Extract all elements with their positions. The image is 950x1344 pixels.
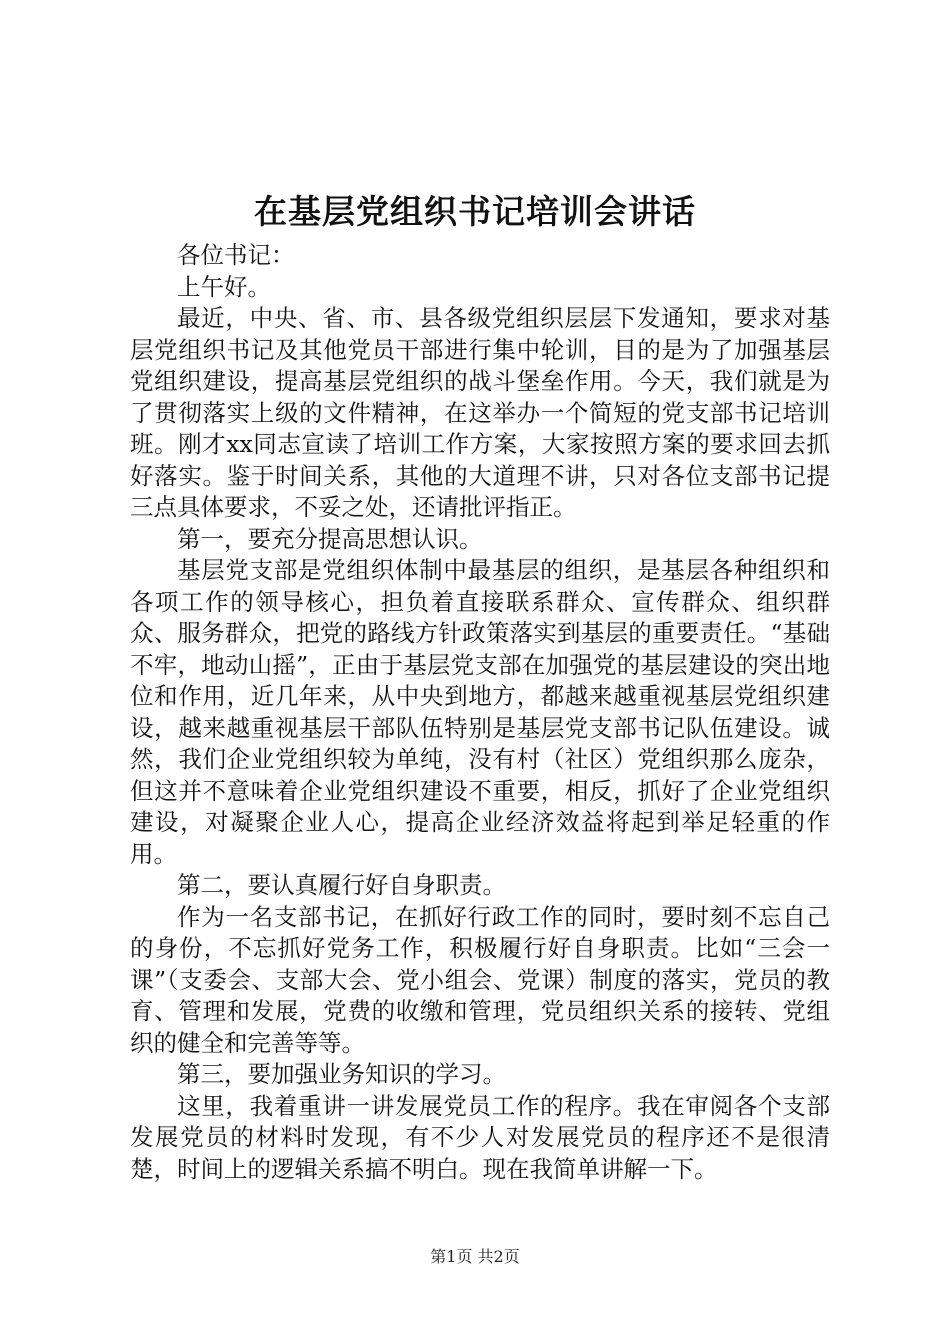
section-heading-3: 第三，要加强业务知识的学习。: [177, 1060, 506, 1088]
document-body: [130, 240, 830, 1185]
paragraph-intro: 最近，中央、省、市、县各级党组织层层下发通知，要求对基层党组织书记及其他党员干部进行集中轮训，目的是为了加强基层党组织建设，提高基层党组织的战斗堡垒作用。今天，我们就是为了贯彻落实上级的文件精神，在这举办一个简短的党支部书记培训班。刚才xx同志宣读了培训工作方案，大家按照方案的要求回去抓好落实。鉴于时间关系，其他的大道理不讲，只对各位支部书记提三点具体要求，不妥之处，还请批评指正。: [130, 304, 830, 521]
section-heading-1: 第一，要充分提高思想认识。: [177, 524, 483, 553]
paragraph-section-2: 作为一名支部书记，在抓好行政工作的同时，要时刻不忘自己的身份，不忘抓好党务工作，积极履行好自身职责。比如“三会一课”（支委会、支部大会、党小组会、党课）制度的落实，党员的教育、管理和发展，党费的收缴和管理，党员组织关系的接转、党组织的健全和完善等等。: [130, 902, 830, 1057]
salutation: 各位书记：: [177, 241, 295, 269]
greeting: 上午好。: [177, 272, 271, 301]
paragraph-section-3: 这里，我着重讲一讲发展党员工作的程序。我在审阅各个支部发展党员的材料时发现，有不少人对发展党员的程序还不是很清楚，时间上的逻辑关系搞不明白。现在我简单讲解一下。: [130, 1091, 830, 1183]
section-heading-2: 第二，要认真履行好自身职责。: [177, 871, 506, 899]
page-number-footer: 第1页 共2页: [430, 1247, 520, 1266]
document-title: 在基层党组织书记培训会讲话: [254, 192, 696, 231]
paragraph-section-1: 基层党支部是党组织体制中最基层的组织，是基层各种组织和各项工作的领导核心，担负着直接联系群众、宣传群众、组织群众、服务群众，把党的路线方针政策落实到基层的重要责任。“基础不牢，地动山摇”，正由于基层党支部在加强党的基层建设的突出地位和作用，近几年来，从中央到地方，都越来越重视基层党组织建设，越来越重视基层干部队伍特别是基层党支部书记队伍建设。诚然，我们企业党组织较为单纯，没有村（社区）党组织那么庞杂，但这并不意味着企业党组织建设不重要，相反，抓好了企业党组织建设，对凝聚企业人心，提高企业经济效益将起到举足轻重的作用。: [130, 556, 830, 868]
